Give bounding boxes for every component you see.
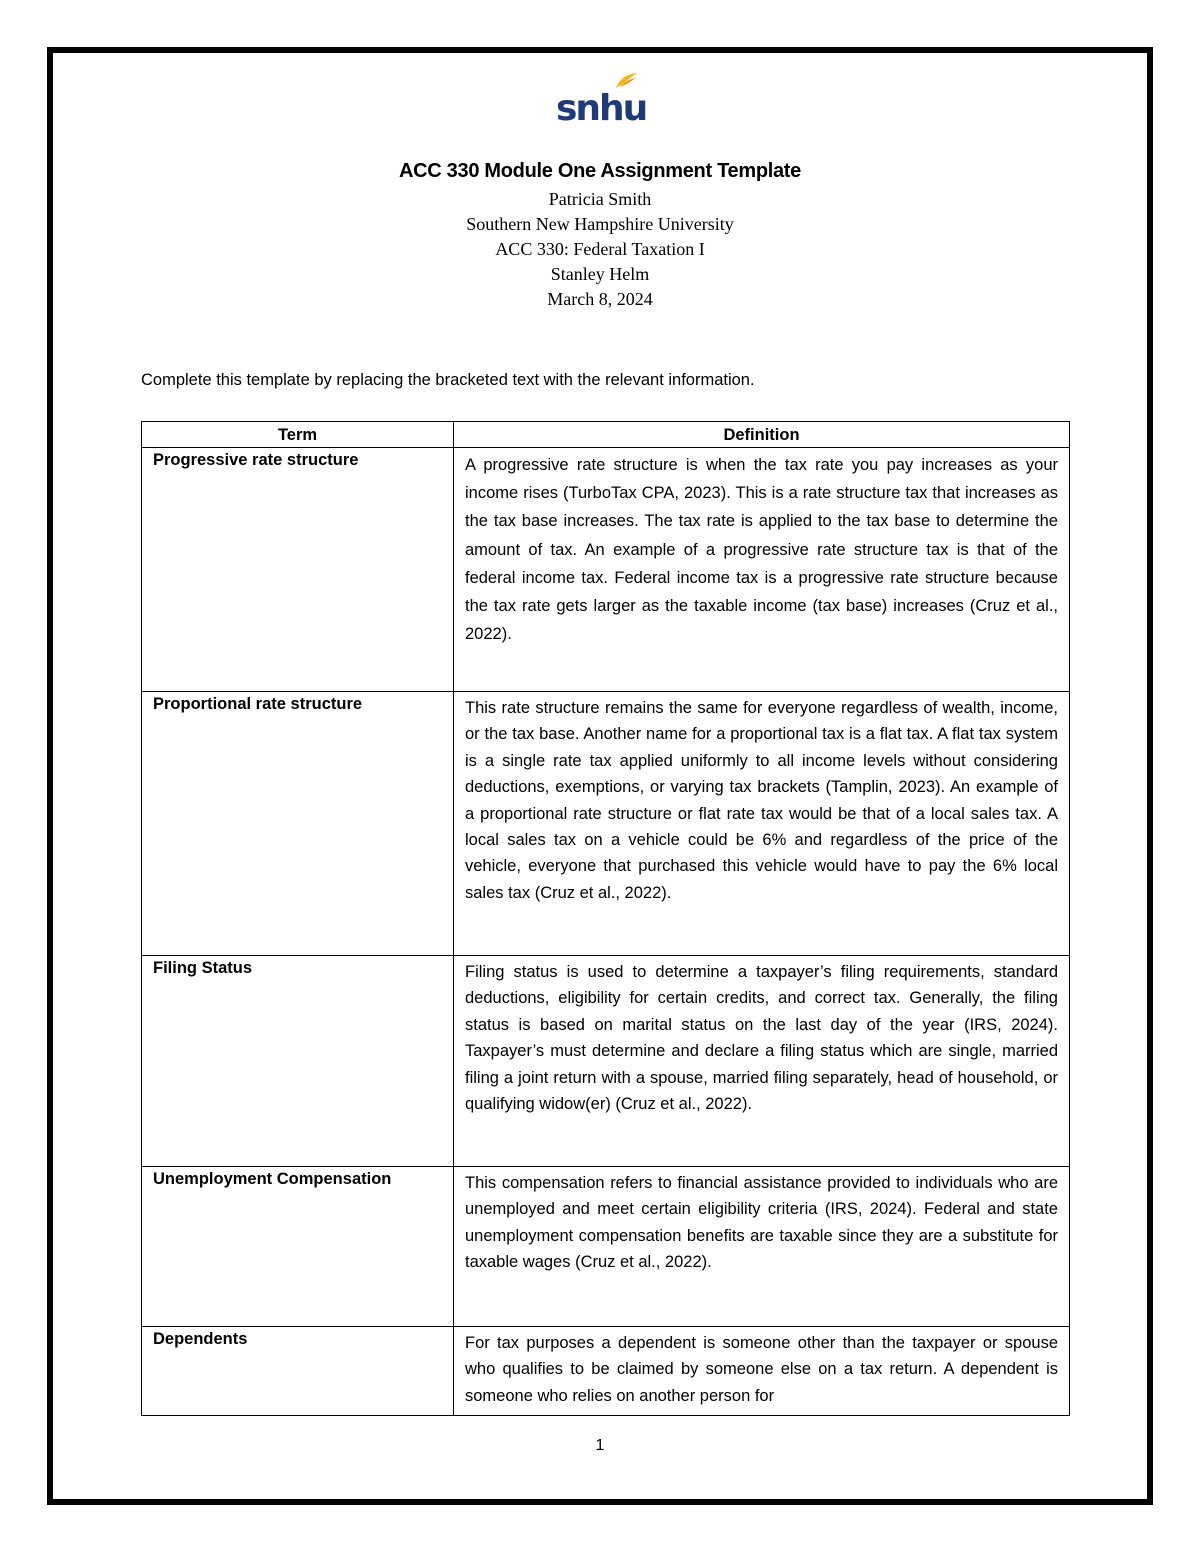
table-row bbox=[142, 692, 1070, 956]
terms-table bbox=[141, 421, 1070, 1416]
document-date: March 8, 2024 bbox=[547, 289, 653, 309]
instructor-name: Stanley Helm bbox=[550, 264, 650, 284]
table-header-row bbox=[142, 422, 1070, 448]
table-row bbox=[142, 1167, 1070, 1327]
table-row bbox=[142, 1327, 1070, 1416]
term-cell: Proportional rate structure bbox=[142, 692, 454, 956]
term-cell: Filing Status bbox=[142, 956, 454, 1167]
course-name: ACC 330: Federal Taxation I bbox=[495, 239, 705, 259]
table-row bbox=[142, 448, 1070, 692]
term-cell: Unemployment Compensation bbox=[142, 1167, 454, 1327]
institution-name: Southern New Hampshire University bbox=[466, 214, 734, 234]
snhu-logo bbox=[556, 72, 647, 132]
term-column-header: Term bbox=[142, 422, 454, 448]
definition-column-header: Definition bbox=[454, 422, 1070, 448]
term-cell: Dependents bbox=[142, 1327, 454, 1416]
term-cell: Progressive rate structure bbox=[142, 448, 454, 692]
table-row bbox=[142, 956, 1070, 1167]
author-name: Patricia Smith bbox=[548, 189, 652, 209]
logo-text: snhu bbox=[556, 88, 647, 129]
definition-cell: This compensation refers to financial assistance provided to individuals who are unemployed and meet certain eligibility criteria (IRS, 2024). Federal and state unemployment compensation benefits are taxable since they are a substitute for taxable wages (Cruz et al., 2022). bbox=[454, 1167, 1070, 1327]
definition-cell: A progressive rate structure is when the tax rate you pay increases as your income rises (TurboTax CPA, 2023). This is a rate structure tax that increases as the tax base increases. The tax rate is applied to the tax base to determine the amount of tax. An example of a progressive rate structure tax is that of the federal income tax. Federal income tax is a progressive rate structure because the tax rate gets larger as the taxable income (tax base) increases (Cruz et al., 2022). bbox=[454, 448, 1070, 692]
definition-cell: Filing status is used to determine a taxpayer’s filing requirements, standard deductions, eligibility for certain credits, and correct tax. Generally, the filing status is based on marital status on the last day of the year (IRS, 2024). Taxpayer’s must determine and declare a filing status which are single, married filing a joint return with a spouse, married filing separately, head of household, or qualifying widow(er) (Cruz et al., 2022). bbox=[454, 956, 1070, 1167]
definition-cell: This rate structure remains the same for everyone regardless of wealth, income, or the tax base. Another name for a proportional tax is a flat tax. A flat tax system is a single rate tax applied uniformly to all income levels without considering deductions, exemptions, or varying tax brackets (Tamplin, 2023). An example of a proportional rate structure or flat rate tax would be that of a local sales tax. A local sales tax on a vehicle could be 6% and regardless of the price of the vehicle, everyone that purchased this vehicle would have to pay the 6% local sales tax (Cruz et al., 2022). bbox=[454, 692, 1070, 956]
document-title: ACC 330 Module One Assignment Template bbox=[398, 160, 801, 182]
definition-cell: For tax purposes a dependent is someone other than the taxpayer or spouse who qualifies to be claimed by someone else on a tax return. A dependent is someone who relies on another person for bbox=[454, 1327, 1070, 1416]
instructions-text: Complete this template by replacing the bracketed text with the relevant information. bbox=[141, 371, 755, 389]
page-number: 1 bbox=[595, 1437, 605, 1454]
